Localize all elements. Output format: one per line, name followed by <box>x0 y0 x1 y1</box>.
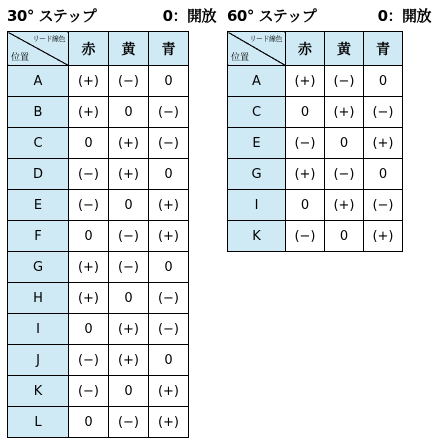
position-cell: F <box>8 221 69 252</box>
polarity-cell-red: (+) <box>69 66 109 97</box>
polarity-cell-blue: 0 <box>149 252 189 283</box>
lead-wire-color-label: リード線色 <box>32 35 65 43</box>
position-cell: I <box>228 190 286 221</box>
polarity-cell-yellow: (+) <box>109 159 149 190</box>
position-cell: A <box>8 66 69 97</box>
position-label: 位置 <box>231 53 250 63</box>
position-cell: B <box>8 97 69 128</box>
position-cell: E <box>228 128 286 159</box>
polarity-cell-blue: (+) <box>149 376 189 407</box>
open-legend: 0：開放 <box>162 7 216 25</box>
position-cell: G <box>228 159 286 190</box>
step-30-label: 30° ステップ <box>7 7 97 25</box>
polarity-cell-red: 0 <box>286 97 325 128</box>
table-row <box>8 407 189 438</box>
polarity-cell-red: (+) <box>286 66 325 97</box>
polarity-cell-red: (+) <box>286 159 325 190</box>
position-cell: D <box>8 159 69 190</box>
polarity-cell-blue: (−) <box>364 97 403 128</box>
polarity-cell-yellow: 0 <box>325 128 364 159</box>
table-row <box>228 128 403 159</box>
table-row <box>8 252 189 283</box>
header-row <box>8 32 189 66</box>
polarity-cell-yellow: (−) <box>109 221 149 252</box>
table-row <box>8 221 189 252</box>
polarity-cell-yellow: (+) <box>325 190 364 221</box>
polarity-cell-yellow: (+) <box>325 97 364 128</box>
polarity-cell-yellow: (−) <box>109 252 149 283</box>
polarity-cell-red: (+) <box>69 97 109 128</box>
polarity-cell-yellow: 0 <box>109 283 149 314</box>
position-cell: C <box>228 97 286 128</box>
table-row <box>228 66 403 97</box>
polarity-cell-yellow: (+) <box>109 128 149 159</box>
polarity-cell-blue: (−) <box>149 128 189 159</box>
position-cell: H <box>8 283 69 314</box>
polarity-cell-yellow: (−) <box>109 66 149 97</box>
polarity-cell-red: (+) <box>69 252 109 283</box>
table-row <box>228 190 403 221</box>
polarity-cell-yellow: 0 <box>109 376 149 407</box>
corner-header <box>8 32 69 66</box>
polarity-cell-blue: (+) <box>149 221 189 252</box>
polarity-cell-red: 0 <box>69 314 109 345</box>
column-header-yellow: 黄 <box>325 32 364 66</box>
position-cell: K <box>228 221 286 252</box>
polarity-cell-yellow: (−) <box>325 66 364 97</box>
polarity-cell-blue: (+) <box>149 190 189 221</box>
polarity-cell-yellow: 0 <box>325 221 364 252</box>
polarity-cell-red: 0 <box>69 128 109 159</box>
header-row <box>228 32 403 66</box>
polarity-cell-red: (−) <box>69 345 109 376</box>
step-30-section <box>7 0 216 438</box>
column-header-blue: 青 <box>149 32 189 66</box>
polarity-cell-blue: (−) <box>364 190 403 221</box>
table-row <box>8 314 189 345</box>
polarity-cell-blue: (−) <box>149 97 189 128</box>
table-row <box>8 283 189 314</box>
polarity-cell-red: (−) <box>286 128 325 159</box>
position-cell: A <box>228 66 286 97</box>
table-row <box>8 66 189 97</box>
column-header-blue: 青 <box>364 32 403 66</box>
position-cell: I <box>8 314 69 345</box>
position-label: 位置 <box>11 53 30 63</box>
open-legend: 0：開放 <box>377 7 431 25</box>
table-row <box>8 345 189 376</box>
table-row <box>8 97 189 128</box>
polarity-cell-yellow: (+) <box>109 314 149 345</box>
polarity-cell-blue: 0 <box>149 345 189 376</box>
polarity-cell-red: (−) <box>286 221 325 252</box>
polarity-cell-blue: 0 <box>364 159 403 190</box>
column-header-red: 赤 <box>286 32 325 66</box>
polarity-cell-red: (+) <box>69 283 109 314</box>
position-cell: J <box>8 345 69 376</box>
polarity-cell-red: (−) <box>69 190 109 221</box>
lead-wire-color-label: リード線色 <box>249 35 282 43</box>
polarity-cell-red: 0 <box>286 190 325 221</box>
step-60-table <box>227 31 403 252</box>
position-cell: E <box>8 190 69 221</box>
step-30-heading <box>7 0 216 31</box>
step-60-label: 60° ステップ <box>227 7 317 25</box>
position-cell: G <box>8 252 69 283</box>
table-row <box>8 128 189 159</box>
polarity-cell-yellow: (−) <box>325 159 364 190</box>
column-header-red: 赤 <box>69 32 109 66</box>
polarity-cell-red: (−) <box>69 376 109 407</box>
polarity-cell-blue: (+) <box>364 128 403 159</box>
polarity-cell-yellow: 0 <box>109 97 149 128</box>
table-row <box>8 376 189 407</box>
polarity-cell-yellow: 0 <box>109 190 149 221</box>
column-header-yellow: 黄 <box>109 32 149 66</box>
polarity-cell-red: 0 <box>69 221 109 252</box>
polarity-cell-blue: 0 <box>364 66 403 97</box>
table-row <box>8 190 189 221</box>
polarity-cell-blue: 0 <box>149 159 189 190</box>
table-row <box>228 97 403 128</box>
polarity-cell-blue: (+) <box>149 407 189 438</box>
step-60-section <box>227 0 431 252</box>
position-cell: L <box>8 407 69 438</box>
polarity-cell-red: (−) <box>69 159 109 190</box>
polarity-cell-red: 0 <box>69 407 109 438</box>
polarity-cell-blue: (−) <box>149 283 189 314</box>
table-row <box>8 159 189 190</box>
polarity-cell-yellow: (+) <box>109 345 149 376</box>
corner-header <box>228 32 286 66</box>
polarity-cell-blue: 0 <box>149 66 189 97</box>
position-cell: C <box>8 128 69 159</box>
table-row <box>228 221 403 252</box>
polarity-cell-yellow: (−) <box>109 407 149 438</box>
position-cell: K <box>8 376 69 407</box>
step-30-table <box>7 31 189 438</box>
table-row <box>228 159 403 190</box>
polarity-cell-blue: (+) <box>364 221 403 252</box>
step-60-heading <box>227 0 431 31</box>
polarity-cell-blue: (−) <box>149 314 189 345</box>
